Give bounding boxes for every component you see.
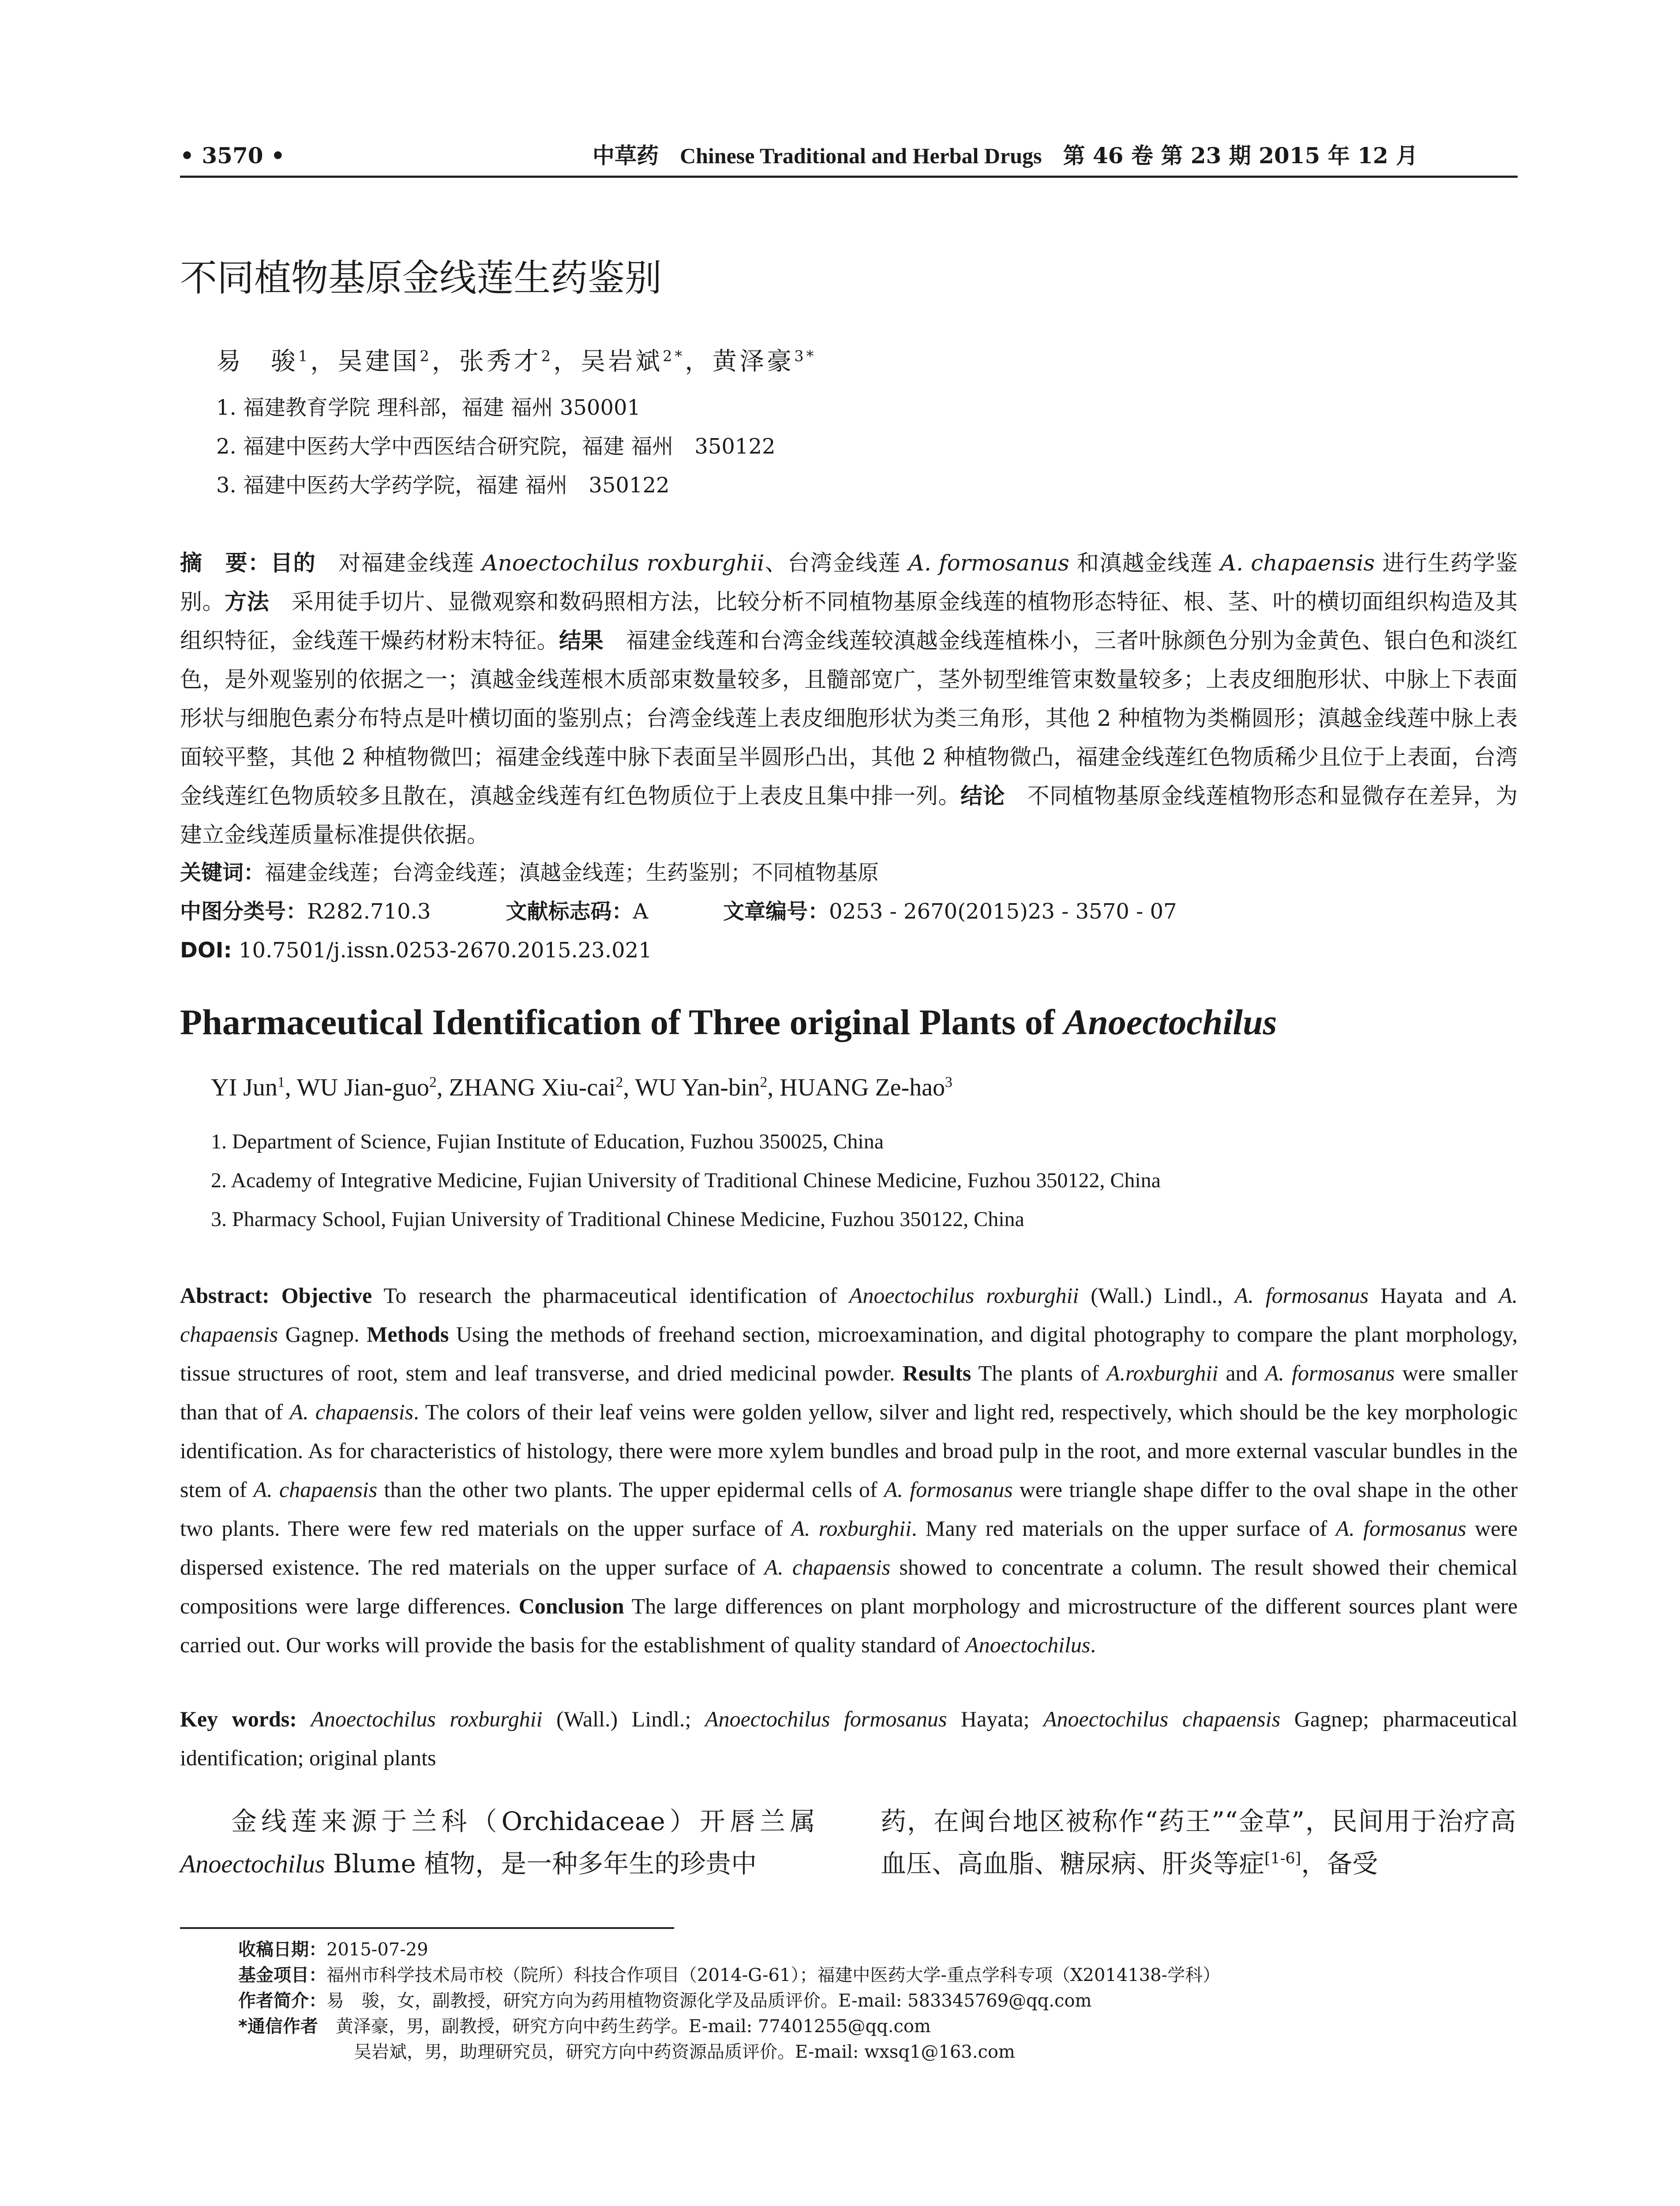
abstract-en-label: Abstract: Objective [180,1283,372,1308]
page-number: • 3570 • [180,143,285,169]
species-name: A.roxburghii [1106,1361,1219,1385]
abstract-text: . [1090,1632,1096,1657]
affiliation-cn: 3. 福建中医药大学药学院，福建 福州 350122 [216,473,670,498]
affiliation-en: 1. Department of Science, Fujian Institute of Education, Fuzhou 350025, China [211,1130,884,1153]
species-name: A. formosanus [1234,1283,1369,1308]
clc-value: R282.710.3 [307,899,431,924]
clc-label: 中图分类号： [180,899,308,924]
doc-code-label: 文献标志码： [506,899,633,924]
journal-title [592,140,1418,171]
species-name: A. formosanus [908,550,1069,576]
keywords-text: 福建金线莲；台湾金线莲；滇越金线莲；生药鉴别；不同植物基原 [265,860,879,885]
author-cn: 张秀才 [459,347,541,376]
abstract-text: 对福建金线莲 [338,550,482,576]
author-sup: 2 [420,347,432,365]
affiliation-en: 3. Pharmacy School, Fujian University of Traditional Chinese Medicine, Fuzhou 350122, China [211,1208,1024,1231]
author-bio [238,1988,1220,2014]
species-name: A. roxburghii [791,1516,911,1541]
bio-label: 作者简介： [238,1991,326,2011]
keywords-cn [180,855,879,890]
keyword-text: Hayata; [947,1707,1043,1731]
keyword-text: Gagnep; pharmaceutical identification; original plants [180,1707,1518,1770]
body-column-right [881,1800,1516,1885]
abstract-text: . The colors of their leaf veins were golden yellow, silver and light red, respectively, which should be the key morphologic identification. As for characteristics of histology, there were more xylem bundles and broad pulp in the root, and more external vascular bundles in the stem of [180,1399,1518,1502]
abstract-text: showed to concentrate a column. The result showed their chemical compositions were large differences. [180,1555,1518,1618]
body-text: 金线莲来源于兰科（Orchidaceae）开唇兰属 [231,1806,815,1836]
author-cn: 易 骏 [216,347,298,376]
abstract-text: were smaller than that of [180,1361,1518,1424]
abstract-text: (Wall.) Lindl., [1079,1283,1235,1308]
methods-en-label: Methods [367,1322,449,1347]
author-en: WU Jian-guo [296,1074,429,1101]
author-sup: 2 [541,347,554,365]
authors-cn: 易 骏$^1$，吴建国$^2$，张秀才$^2$，吴岩斌$^{2*}$，黄泽豪$^{3*}$ [216,347,817,376]
author-sup: 1 [277,1074,285,1091]
affiliations-cn [216,388,776,505]
author-sup: 2 [429,1074,437,1091]
species-name: A. chapaensis [180,1283,1518,1347]
footnotes [238,1937,1220,2065]
corresponding-author [238,2014,1220,2039]
title-cn: 不同植物基原金线莲生药鉴别 [180,256,662,300]
doi-line [180,933,652,968]
affiliation-cn: 2. 福建中医药大学中西医结合研究院，福建 福州 350122 [216,434,776,459]
abstract-text: than the other two plants. The upper epidermal cells of [377,1477,884,1502]
journal-title-en: Chinese Traditional and Herbal Drugs [680,143,1042,168]
author-sup: 2 [760,1074,768,1091]
received-label: 收稿日期： [238,1940,326,1960]
received-value: 2015-07-29 [326,1940,428,1960]
title-en-main: Pharmaceutical Identification of Three original Plants of [180,1002,1064,1042]
abstract-text: Using the methods of freehand section, microexamination, and digital photography to compare the plant morphology, tissue structures of root, stem and leaf transverse, and dried medicinal powder. [180,1322,1518,1385]
affiliation-en: 2. Academy of Integrative Medicine, Fujian University of Traditional Chinese Medicine, Fuzhou 350122, China [211,1169,1161,1192]
issue-info: 第 46 卷 第 23 期 2015 年 12 月 [1063,143,1418,169]
citation-ref[interactable]: [1-6] [1264,1850,1301,1868]
doc-code-value: A [633,899,649,924]
classification-line [180,894,1177,929]
species-name: A. chapaensis [253,1477,378,1502]
abstract-text: The plants of [971,1361,1106,1385]
abstract-label: 摘 要： [180,550,271,576]
author-sup: 3* [794,347,817,365]
species-name: Anoectochilus [965,1632,1091,1657]
abstract-text: 和滇越金线莲 [1069,550,1221,576]
corr-label: *通信作者 [238,2016,318,2037]
abstract-cn [180,544,1518,854]
doi-label: DOI: [180,938,232,963]
methods-label: 方法 [225,589,270,615]
abstract-text: 采用徒手切片、显微观察和数码照相方法，比较分析不同植物基原金线莲的植物形态特征、根、茎、叶的横切面组织构造及其组织特征，金线莲干燥药材粉末特征。 [180,589,1518,653]
objective-label: 目的 [270,550,316,576]
keywords-en-label: Key words: [180,1707,297,1731]
fund-info [238,1962,1220,1988]
author-en: YI Jun [211,1074,278,1101]
species-name: A. formosanus [1265,1361,1395,1385]
author-sup: 1 [298,347,311,365]
abstract-en [180,1276,1518,1664]
author-en: ZHANG Xiu-cai [449,1074,616,1101]
author-cn: 吴岩斌 [581,347,663,376]
abstract-text: Gagnep. [278,1322,367,1347]
abstract-text: The large differences on plant morphology and microstructure of the different sources plant were carried out. Our works will provide the basis for the establishment of quality standard of [180,1594,1518,1657]
received-date [238,1937,1220,1962]
abstract-text: Hayata and [1369,1283,1499,1308]
author-sup: 2* [663,347,685,365]
abstract-text: were triangle shape differ to the oval shape in the other two plants. There were few red materials on the upper surface of [180,1477,1518,1541]
keyword-species: Anoectochilus chapaensis [1043,1707,1281,1731]
abstract-text: . Many red materials on the upper surface of [911,1516,1336,1541]
body-text: Blume 植物，是一种多年生的珍贵中 [325,1849,757,1879]
results-label: 结果 [559,628,604,653]
abstract-text: 不同植物基原金线莲植物形态和显微存在差异，为建立金线莲质量标准提供依据。 [180,783,1518,848]
running-header [180,140,1518,178]
genus-name: Anoectochilus [180,1850,325,1878]
corr-value: 黄泽豪，男，副教授，研究方向中药生药学。E-mail: 77401255@qq.com [318,2016,931,2037]
fund-value: 福州市科学技术局市校（院所）科技合作项目（2014-G-61）；福建中医药大学-重点学科专项（X2014138-学科） [326,1965,1221,1985]
keyword-species: Anoectochilus roxburghii [311,1707,543,1731]
species-name: A. formosanus [884,1477,1013,1502]
conclusion-en-label: Conclusion [518,1594,624,1618]
abstract-text: were dispersed existence. The red materials on the upper surface of [180,1516,1518,1579]
affiliations-en [211,1122,1161,1239]
doi-value: 10.7501/j.issn.0253-2670.2015.23.021 [232,938,652,963]
author-cn: 吴建国 [338,347,420,376]
species-name: A. chapaensis [764,1555,891,1579]
keywords-label: 关键词： [180,860,265,885]
author-en: HUANG Ze-hao [780,1074,945,1101]
conclusion-label: 结论 [960,783,1005,809]
author-cn: 黄泽豪 [712,347,795,376]
body-text: ，备受 [1301,1849,1378,1879]
abstract-text: and [1218,1361,1265,1385]
abstract-text: To research the pharmaceutical identification of [372,1283,849,1308]
article-no-value: 0253 - 2670(2015)23 - 3570 - 07 [829,899,1177,924]
keyword-species: Anoectochilus formosanus [705,1707,947,1731]
authors-en: YI Jun$^1$, WU Jian-guo$^2$, ZHANG Xiu-cai$^2$, WU Yan-bin$^2$, HUANG Ze-hao$^3$ [211,1074,952,1101]
fund-label: 基金项目： [238,1965,326,1985]
article-no-label: 文章编号： [723,899,829,924]
body-text: 药，在闽台地区被称作“药王”“金草”，民间用于治疗高血压、高血脂、糖尿病、肝炎等症 [881,1806,1516,1879]
abstract-text: 福建金线莲和台湾金线莲较滇越金线莲植株小，三者叶脉颜色分别为金黄色、银白色和淡红色，是外观鉴别的依据之一；滇越金线莲根木质部束数量较多，且髓部宽广，茎外韧型维管束数量较多；上表皮细胞形状、中脉上下表面形状与细胞色素分布特点是叶横切面的鉴别点；台湾金线莲上表皮细胞形状为类三角形，其他 2 种植物为类椭圆形；滇越金线莲中脉上表面较平整，其他 2 种植物微凹；福建金线莲中脉下表面呈半圆形凸出，其他 2 种植物微凸，福建金线莲红色物质稀少且位于上表面，台湾金线莲红色物质较多且散在，滇越金线莲有红色物质位于上表皮且集中排一列。 [180,628,1518,809]
title-en-genus: Anoectochilus [1064,1002,1277,1042]
abstract-text: 、台湾金线莲 [764,550,908,576]
species-name: Anoectochilus roxburghii [849,1283,1079,1308]
bio-value: 易 骏，女，副教授，研究方向为药用植物资源化学及品质评价。E-mail: 583345769@qq.com [326,1991,1092,2011]
species-name: A. chapaensis [289,1399,414,1424]
species-name: Anoectochilus roxburghii [482,550,765,576]
species-name: A. formosanus [1335,1516,1466,1541]
keyword-text: (Wall.) Lindl.; [542,1707,705,1731]
abstract-text: 进行生药学鉴别。 [180,550,1518,615]
body-column-left [180,1800,815,1885]
species-name: A. chapaensis [1220,550,1375,576]
results-en-label: Results [902,1361,971,1385]
author-sup: 3 [945,1074,952,1091]
journal-title-cn: 中草药 [592,143,659,169]
keywords-en [180,1700,1518,1777]
footnote-divider [180,1927,674,1929]
title-en [180,998,1277,1047]
author-en: WU Yan-bin [635,1074,760,1101]
corresponding-author-2: 吴岩斌，男，助理研究员，研究方向中药资源品质评价。E-mail: wxsq1@163.com [354,2042,1015,2062]
author-sup: 2 [615,1074,623,1091]
affiliation-cn: 1. 福建教育学院 理科部，福建 福州 350001 [216,395,641,420]
